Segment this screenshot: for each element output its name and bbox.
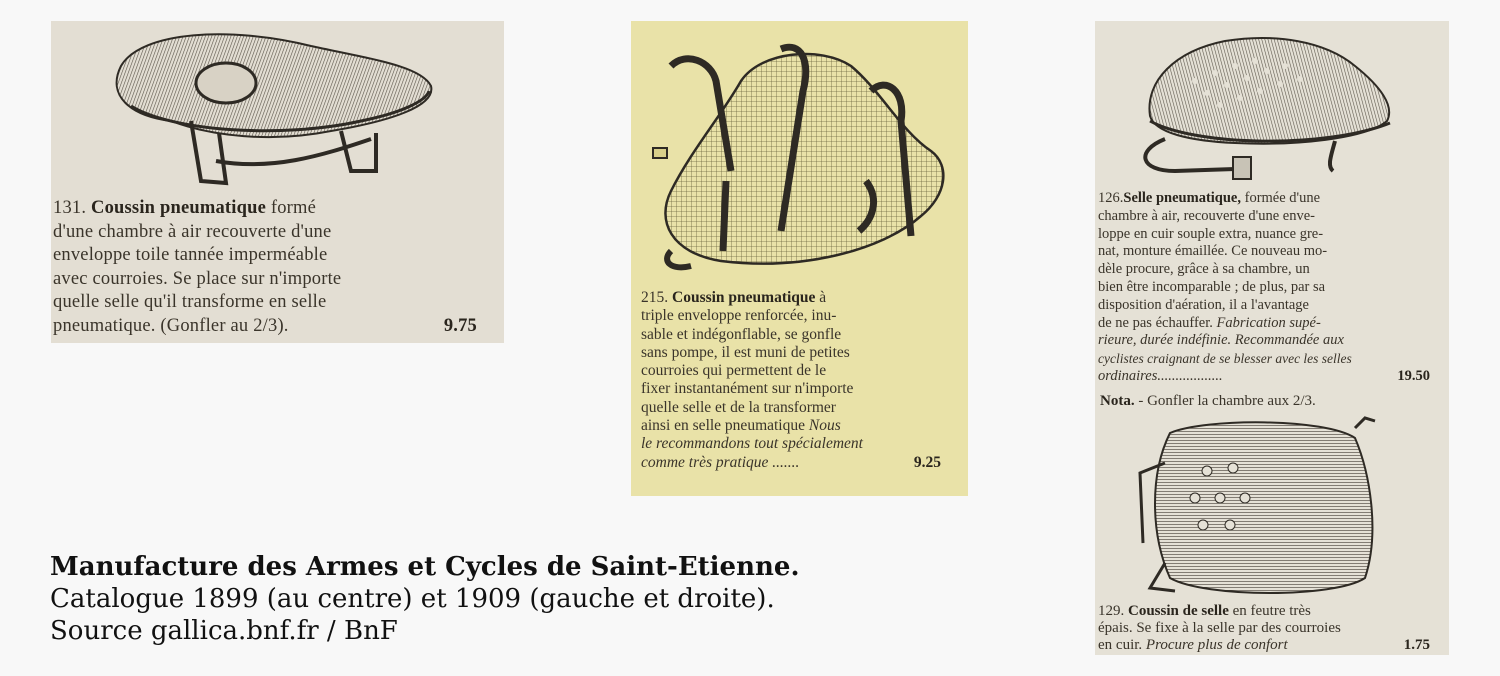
product-number: 126. xyxy=(1098,190,1124,206)
entry-line: dèle procure, grâce à sa chambre, un xyxy=(1098,261,1310,278)
entry-line: courroies qui permettent de le xyxy=(641,362,827,380)
product-entry-215 xyxy=(641,289,941,472)
price: 9.75 xyxy=(443,315,477,336)
catalogue-scan-left xyxy=(51,21,504,343)
price: 19.50 xyxy=(1397,367,1430,384)
price: 9.25 xyxy=(913,453,941,471)
saddle-cushion-engraving-icon xyxy=(51,21,504,196)
entry-line: chambre à air, recouverte d'une enve- xyxy=(1098,207,1315,224)
entry-line: formé xyxy=(270,198,317,218)
entry-italic-line: cyclistes craignant de se blesser avec les selles xyxy=(1098,351,1352,367)
product-number: 215. xyxy=(641,289,669,306)
caption-catalogue-dates: Catalogue 1899 (au centre) et 1909 (gauche et droite). xyxy=(50,584,775,614)
entry-line: de ne pas échauffer. xyxy=(1098,314,1213,331)
entry-line: disposition d'aération, il a l'avantage xyxy=(1098,296,1309,313)
entry-line: fixer instantanément sur n'importe xyxy=(641,380,854,398)
entry-line: en feutre très xyxy=(1232,603,1311,619)
strapped-cushion-engraving-icon xyxy=(631,21,968,286)
entry-line: avec courroies. Se place sur n'importe xyxy=(53,268,342,289)
entry-italic-line: ordinaires.................. xyxy=(1098,367,1223,384)
price: 1.75 xyxy=(1403,637,1430,653)
product-entry-129 xyxy=(1098,603,1430,654)
catalogue-scan-center xyxy=(631,21,968,496)
product-number: 131. xyxy=(53,198,87,218)
entry-line: formée d'une xyxy=(1244,190,1321,206)
product-entry-131 xyxy=(53,197,477,338)
entry-line: nat, monture émaillée. Ce nouveau mo- xyxy=(1098,243,1328,260)
entry-italic-line: comme très pratique ....... xyxy=(641,453,800,471)
entry-italic-line: Fabrication supé- xyxy=(1216,314,1321,331)
entry-line: ainsi en selle pneumatique xyxy=(641,417,805,435)
product-number: 129. xyxy=(1098,603,1125,619)
image-caption xyxy=(50,551,950,647)
entry-line: triple enveloppe renforcée, inu- xyxy=(641,307,837,325)
entry-line: à xyxy=(819,289,827,306)
entry-line: en cuir. xyxy=(1098,637,1143,653)
entry-italic-line: Nous xyxy=(808,417,841,435)
entry-line: enveloppe toile tannée imperméable xyxy=(53,245,328,265)
entry-italic-line: rieure, durée indéfinie. Recommandée aux xyxy=(1098,332,1344,349)
felt-cushion-engraving-icon xyxy=(1095,413,1449,598)
entry-italic-line: Procure plus de confort xyxy=(1145,637,1288,653)
entry-italic-line: le recommandons tout spécialement xyxy=(641,435,863,453)
entry-line: sans pompe, il est muni de petites xyxy=(641,343,850,361)
entry-line: bien être incomparable ; de plus, par sa xyxy=(1098,278,1326,295)
product-title: Selle pneumatique, xyxy=(1123,190,1241,206)
entry-line: pneumatique. (Gonfler au 2/3). xyxy=(53,315,289,336)
perforated-saddle-engraving-icon xyxy=(1095,21,1449,191)
entry-line: quelle selle et de la transformer xyxy=(641,398,836,416)
nota-text: - Gonfler la chambre aux 2/3. xyxy=(1138,393,1316,409)
entry-line: sable et indégonflable, se gonfle xyxy=(641,325,842,343)
entry-line: quelle selle qu'il transforme en selle xyxy=(53,292,327,312)
entry-line: d'une chambre à air recouverte d'une xyxy=(53,221,332,242)
product-title: Coussin pneumatique xyxy=(91,198,266,218)
nota-line xyxy=(1100,390,1420,412)
caption-source: Source gallica.bnf.fr / BnF xyxy=(50,616,398,646)
product-title: Coussin pneumatique xyxy=(672,289,816,306)
product-entry-126 xyxy=(1098,190,1430,386)
entry-line: épais. Se fixe à la selle par des courroies xyxy=(1098,620,1341,636)
catalogue-scan-right xyxy=(1095,21,1449,655)
product-title: Coussin de selle xyxy=(1128,603,1229,619)
entry-line: loppe en cuir souple extra, nuance gre- xyxy=(1098,225,1324,242)
nota-label: Nota. xyxy=(1100,393,1135,409)
caption-title: Manufacture des Armes et Cycles de Saint-Etienne. xyxy=(50,552,800,582)
